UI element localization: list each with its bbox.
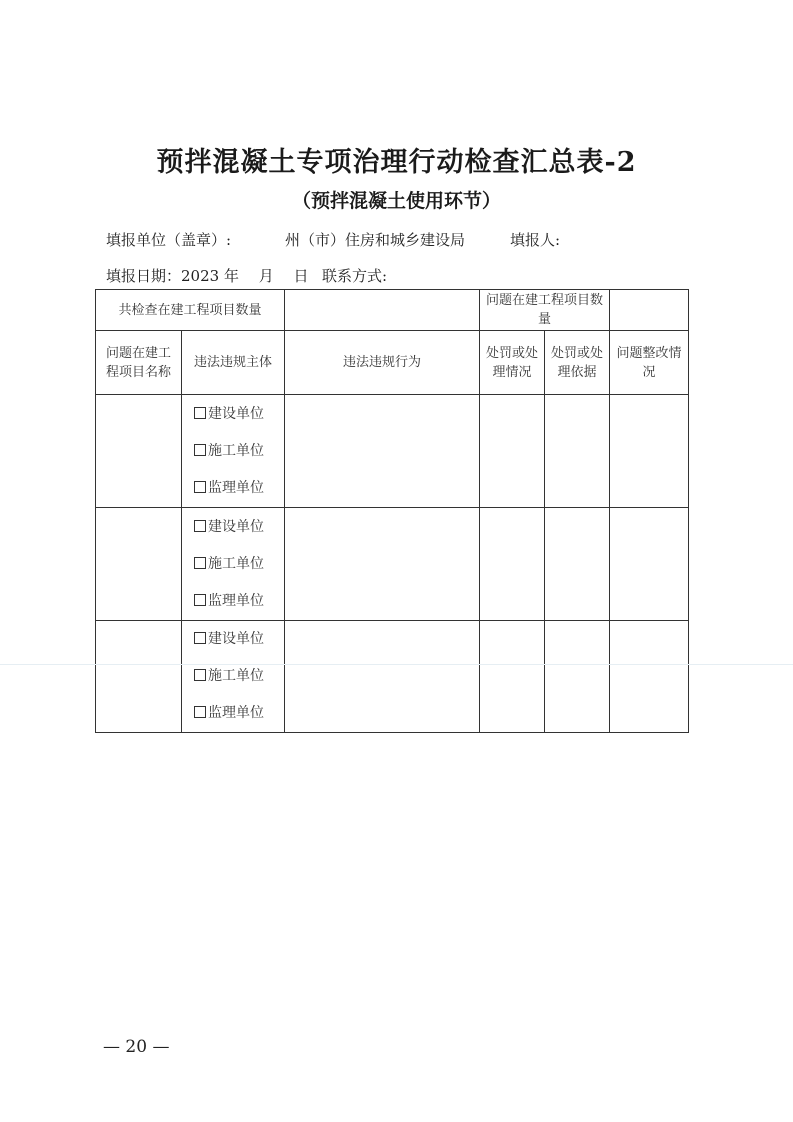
project-name-cell[interactable]	[96, 395, 182, 508]
penalty-cell[interactable]	[480, 508, 545, 621]
violation-cell[interactable]	[285, 621, 480, 733]
option-builder-unit[interactable]	[182, 546, 284, 583]
violator-options	[182, 621, 285, 733]
col-header-violator: 违法违规主体	[182, 331, 285, 395]
option-label: 监理单位	[208, 592, 264, 609]
unit-value: 州（市）住房和城乡建设局	[285, 231, 466, 249]
violator-options	[182, 395, 285, 508]
total-projects-label: 共检查在建工程项目数量	[96, 290, 285, 331]
checkbox-icon[interactable]	[194, 594, 206, 606]
project-name-cell[interactable]	[96, 621, 182, 733]
header-row	[96, 331, 689, 395]
option-construction-unit[interactable]	[182, 621, 284, 658]
document-subtitle: （预拌混凝土使用环节）	[291, 190, 501, 212]
option-label: 建设单位	[208, 631, 264, 647]
problem-projects-value	[610, 290, 689, 331]
col-header-rectification: 问题整改情况	[610, 331, 689, 395]
checkbox-icon[interactable]	[194, 481, 206, 493]
basis-cell[interactable]	[545, 395, 610, 508]
reporter-label: 填报人:	[510, 231, 561, 249]
inspection-summary-table	[95, 289, 689, 733]
penalty-cell[interactable]	[480, 621, 545, 733]
date-line	[0, 265, 793, 285]
col-header-basis: 处罚或处理依据	[545, 331, 610, 395]
problem-projects-label: 问题在建工程项目数量	[480, 290, 610, 331]
checkbox-icon[interactable]	[194, 444, 206, 456]
table-row	[96, 508, 689, 621]
rectification-cell[interactable]	[610, 508, 689, 621]
rectification-cell[interactable]	[610, 621, 689, 733]
penalty-cell[interactable]	[480, 395, 545, 508]
option-supervision-unit[interactable]	[182, 470, 284, 507]
col-header-penalty: 处罚或处理情况	[480, 331, 545, 395]
basis-cell[interactable]	[545, 508, 610, 621]
contact-label: 联系方式:	[322, 267, 388, 285]
document-title: 预拌混凝土专项治理行动检查汇总表-2	[156, 147, 637, 178]
checkbox-icon[interactable]	[194, 407, 206, 419]
rectification-cell[interactable]	[610, 395, 689, 508]
violation-cell[interactable]	[285, 508, 480, 621]
option-label: 施工单位	[208, 442, 264, 459]
col-header-violation: 违法违规行为	[285, 331, 480, 395]
option-label: 施工单位	[208, 555, 264, 572]
option-supervision-unit[interactable]	[182, 583, 284, 620]
unit-line	[0, 229, 793, 249]
table-row	[96, 395, 689, 508]
option-label: 施工单位	[208, 668, 264, 684]
violator-options	[182, 508, 285, 621]
option-label: 监理单位	[208, 705, 264, 721]
scan-artifact-line	[0, 664, 793, 665]
unit-label: 填报单位（盖章）:	[106, 231, 232, 249]
option-supervision-unit[interactable]	[182, 695, 284, 732]
basis-cell[interactable]	[545, 621, 610, 733]
option-construction-unit[interactable]	[182, 396, 284, 433]
option-label: 监理单位	[208, 479, 264, 496]
checkbox-icon[interactable]	[194, 669, 206, 681]
option-label: 建设单位	[208, 518, 264, 535]
violation-cell[interactable]	[285, 395, 480, 508]
checkbox-icon[interactable]	[194, 706, 206, 718]
total-projects-value	[285, 290, 480, 331]
table-row	[96, 621, 689, 733]
option-builder-unit[interactable]	[182, 433, 284, 470]
checkbox-icon[interactable]	[194, 520, 206, 532]
col-header-project-name: 问题在建工程项目名称	[96, 331, 182, 395]
option-construction-unit[interactable]	[182, 509, 284, 546]
project-name-cell[interactable]	[96, 508, 182, 621]
date-label: 填报日期：2023 年 月 日	[106, 267, 309, 285]
summary-row	[96, 290, 689, 331]
checkbox-icon[interactable]	[194, 557, 206, 569]
checkbox-icon[interactable]	[194, 632, 206, 644]
option-label: 建设单位	[208, 405, 264, 422]
page-number: — 20 —	[103, 1037, 170, 1057]
